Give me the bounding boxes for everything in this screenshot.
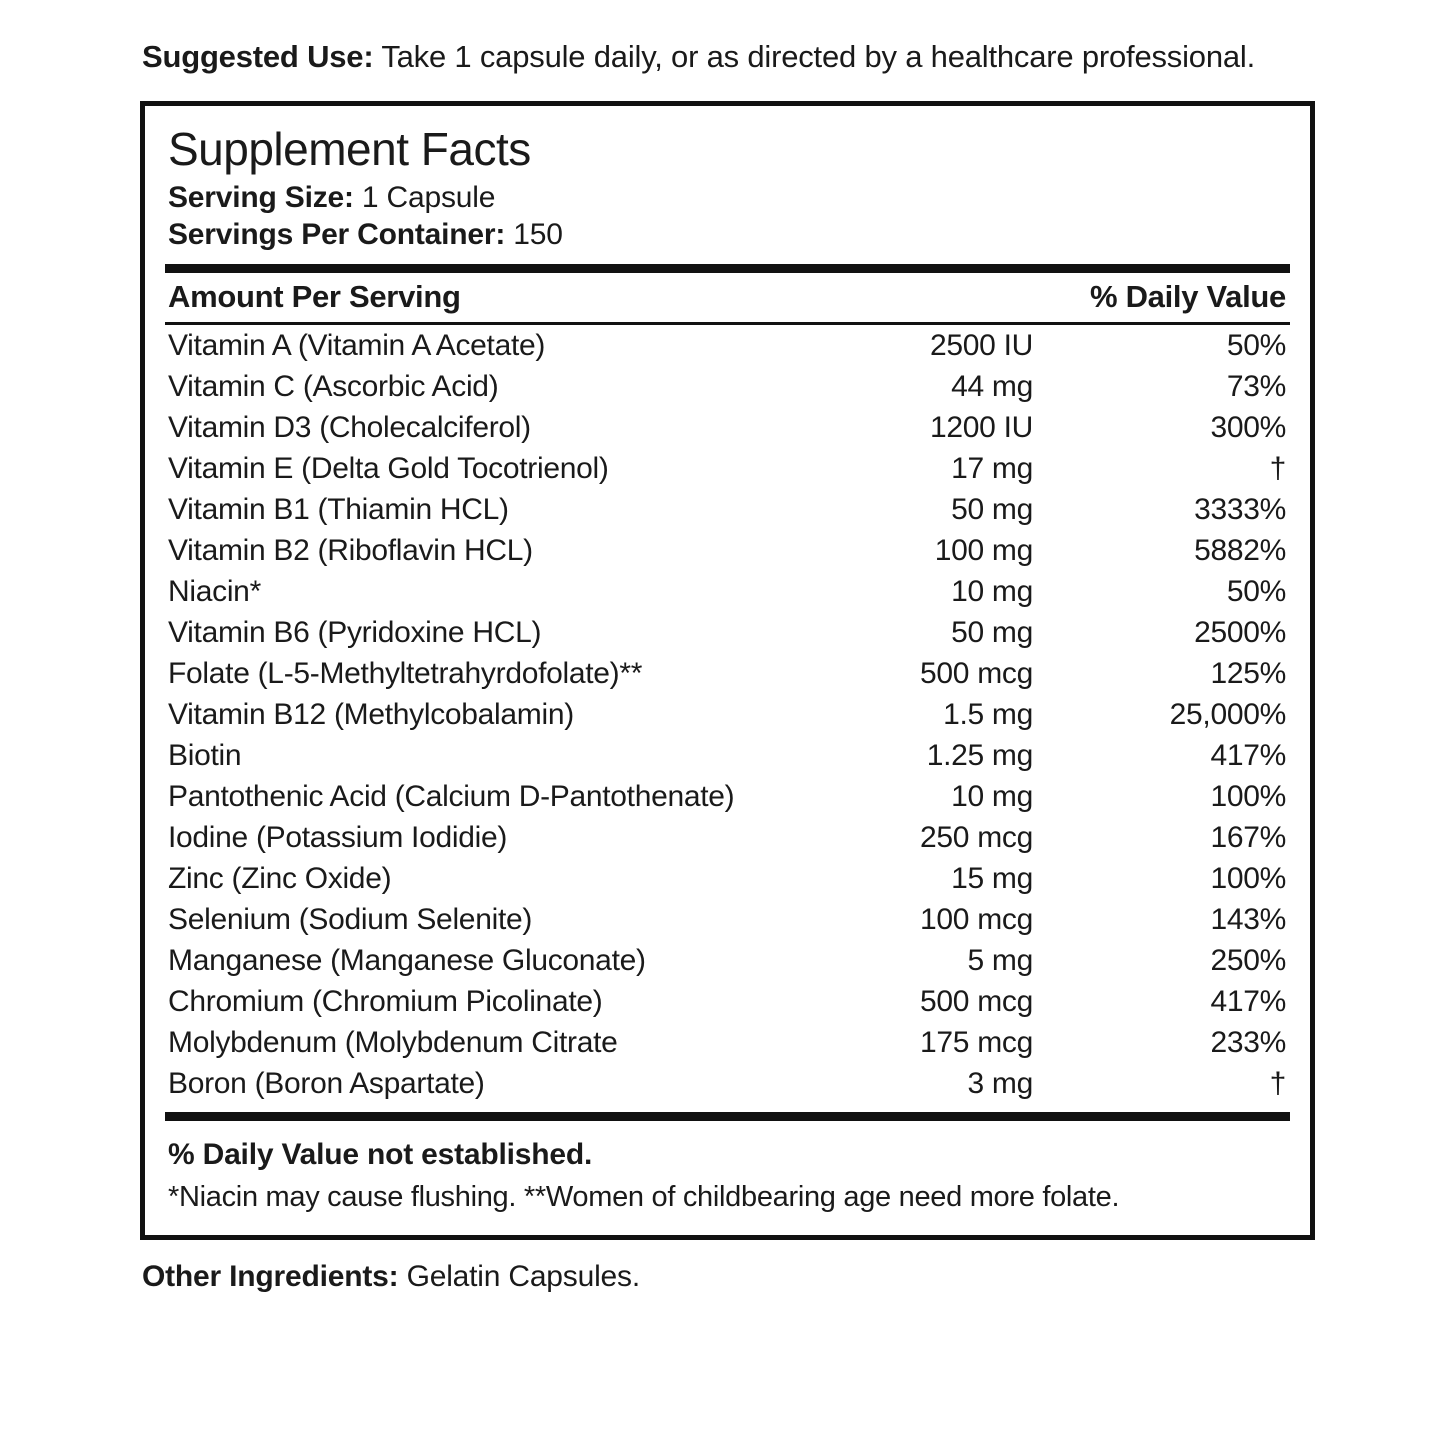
nutrient-name: Vitamin A (Vitamin A Acetate) bbox=[168, 328, 546, 362]
divider-thick-bottom bbox=[165, 1112, 1290, 1121]
table-row bbox=[165, 1063, 1290, 1104]
table-row bbox=[165, 858, 1290, 899]
nutrient-amount: 10 mg bbox=[951, 574, 1033, 608]
nutrient-name: Zinc (Zinc Oxide) bbox=[168, 861, 392, 895]
table-row bbox=[165, 735, 1290, 776]
nutrient-daily-value: 2500% bbox=[1194, 615, 1286, 649]
nutrient-daily-value: 167% bbox=[1210, 820, 1286, 854]
nutrient-amount: 500 mcg bbox=[920, 656, 1033, 690]
nutrient-name: Biotin bbox=[168, 738, 242, 772]
divider-thick-top bbox=[165, 264, 1290, 273]
nutrient-name: Folate (L-5-Methyltetrahyrdofolate)** bbox=[168, 656, 643, 690]
serving-size-line bbox=[168, 180, 1290, 217]
nutrient-name: Manganese (Manganese Gluconate) bbox=[168, 943, 646, 977]
nutrient-name: Vitamin B1 (Thiamin HCL) bbox=[168, 492, 509, 526]
other-ingredients-label: Other Ingredients: bbox=[142, 1259, 399, 1293]
other-ingredients-text: Gelatin Capsules. bbox=[398, 1259, 640, 1293]
nutrient-table bbox=[165, 273, 1290, 322]
nutrient-name: Vitamin B2 (Riboflavin HCL) bbox=[168, 533, 533, 567]
nutrient-amount: 10 mg bbox=[951, 779, 1033, 813]
serving-size-value: 1 Capsule bbox=[353, 181, 496, 215]
nutrient-name: Chromium (Chromium Picolinate) bbox=[168, 984, 603, 1018]
supplement-facts-panel bbox=[140, 101, 1315, 1240]
servings-per-container-label: Servings Per Container: bbox=[168, 217, 506, 251]
nutrient-daily-value: 100% bbox=[1210, 779, 1286, 813]
servings-per-container-line bbox=[168, 217, 1290, 254]
table-row bbox=[165, 940, 1290, 981]
nutrient-daily-value: 417% bbox=[1210, 738, 1286, 772]
footnote-asterisk-notes: *Niacin may cause flushing. **Women of childbearing age need more folate. bbox=[168, 1180, 1120, 1213]
table-row bbox=[165, 694, 1290, 735]
table-row bbox=[165, 1022, 1290, 1063]
nutrient-table-head bbox=[165, 273, 1290, 322]
table-header-row bbox=[165, 273, 1290, 322]
nutrient-amount: 100 mcg bbox=[920, 902, 1033, 936]
suggested-use-text: Take 1 capsule daily, or as directed by a healthcare professional. bbox=[373, 39, 1256, 74]
nutrient-daily-value: 5882% bbox=[1194, 533, 1286, 567]
table-row bbox=[165, 653, 1290, 694]
nutrient-daily-value: 417% bbox=[1210, 984, 1286, 1018]
nutrient-amount: 250 mcg bbox=[920, 820, 1033, 854]
nutrient-amount: 15 mg bbox=[951, 861, 1033, 895]
table-row bbox=[165, 489, 1290, 530]
nutrient-name: Molybdenum (Molybdenum Citrate bbox=[168, 1025, 618, 1059]
nutrient-amount: 50 mg bbox=[951, 492, 1033, 526]
nutrient-name: Pantothenic Acid (Calcium D-Pantothenate) bbox=[168, 779, 735, 813]
table-row bbox=[165, 817, 1290, 858]
nutrient-name: Vitamin C (Ascorbic Acid) bbox=[168, 369, 499, 403]
nutrient-rows-table bbox=[165, 325, 1290, 1104]
nutrient-daily-value: † bbox=[1269, 451, 1286, 485]
nutrient-amount: 3 mg bbox=[967, 1066, 1033, 1100]
nutrient-amount: 50 mg bbox=[951, 615, 1033, 649]
nutrient-amount: 500 mcg bbox=[920, 984, 1033, 1018]
nutrient-daily-value: 233% bbox=[1210, 1025, 1286, 1059]
nutrient-amount: 5 mg bbox=[967, 943, 1033, 977]
nutrient-name: Boron (Boron Aspartate) bbox=[168, 1066, 485, 1100]
nutrient-daily-value: 3333% bbox=[1194, 492, 1286, 526]
serving-size-label: Serving Size: bbox=[168, 181, 354, 215]
nutrient-name: Vitamin E (Delta Gold Tocotrienol) bbox=[168, 451, 609, 485]
nutrient-name: Vitamin B12 (Methylcobalamin) bbox=[168, 697, 574, 731]
table-row bbox=[165, 899, 1290, 940]
supplement-facts-title: Supplement Facts bbox=[168, 122, 531, 175]
nutrient-daily-value: 100% bbox=[1210, 861, 1286, 895]
header-daily-value: % Daily Value bbox=[1090, 278, 1286, 314]
nutrient-amount: 1.25 mg bbox=[926, 738, 1033, 772]
nutrient-name: Selenium (Sodium Selenite) bbox=[168, 902, 533, 936]
servings-per-container-value: 150 bbox=[505, 217, 563, 251]
table-row bbox=[165, 981, 1290, 1022]
nutrient-daily-value: 143% bbox=[1210, 902, 1286, 936]
nutrient-amount: 1.5 mg bbox=[943, 697, 1033, 731]
table-row bbox=[165, 571, 1290, 612]
table-row bbox=[165, 407, 1290, 448]
nutrient-daily-value: 250% bbox=[1210, 943, 1286, 977]
footnote-daily-value: % Daily Value not established. bbox=[168, 1137, 593, 1171]
table-row bbox=[165, 448, 1290, 489]
nutrient-amount: 1200 IU bbox=[930, 410, 1033, 444]
table-row bbox=[165, 530, 1290, 571]
nutrient-daily-value: 73% bbox=[1226, 369, 1286, 403]
table-row bbox=[165, 325, 1290, 366]
nutrient-amount: 2500 IU bbox=[930, 328, 1033, 362]
nutrient-daily-value: 50% bbox=[1226, 574, 1286, 608]
header-spacer bbox=[828, 273, 835, 322]
nutrient-amount: 17 mg bbox=[951, 451, 1033, 485]
suggested-use-paragraph bbox=[142, 36, 1272, 79]
nutrient-name: Niacin* bbox=[168, 574, 261, 608]
table-row bbox=[165, 776, 1290, 817]
table-row bbox=[165, 612, 1290, 653]
table-row bbox=[165, 366, 1290, 407]
nutrient-amount: 175 mcg bbox=[920, 1025, 1033, 1059]
nutrient-daily-value: 50% bbox=[1226, 328, 1286, 362]
nutrient-amount: 100 mg bbox=[934, 533, 1033, 567]
nutrient-amount: 44 mg bbox=[951, 369, 1033, 403]
nutrient-rows-body bbox=[165, 325, 1290, 1104]
nutrient-daily-value: † bbox=[1269, 1066, 1286, 1100]
other-ingredients-paragraph bbox=[142, 1260, 1305, 1294]
nutrient-daily-value: 300% bbox=[1210, 410, 1286, 444]
nutrient-daily-value: 25,000% bbox=[1169, 697, 1286, 731]
header-amount-per-serving: Amount Per Serving bbox=[168, 278, 461, 314]
nutrient-daily-value: 125% bbox=[1210, 656, 1286, 690]
footnotes bbox=[168, 1135, 1290, 1217]
nutrient-name: Vitamin B6 (Pyridoxine HCL) bbox=[168, 615, 542, 649]
nutrient-name: Vitamin D3 (Cholecalciferol) bbox=[168, 410, 531, 444]
suggested-use-label: Suggested Use: bbox=[142, 39, 374, 74]
nutrient-name: Iodine (Potassium Iodidie) bbox=[168, 820, 508, 854]
